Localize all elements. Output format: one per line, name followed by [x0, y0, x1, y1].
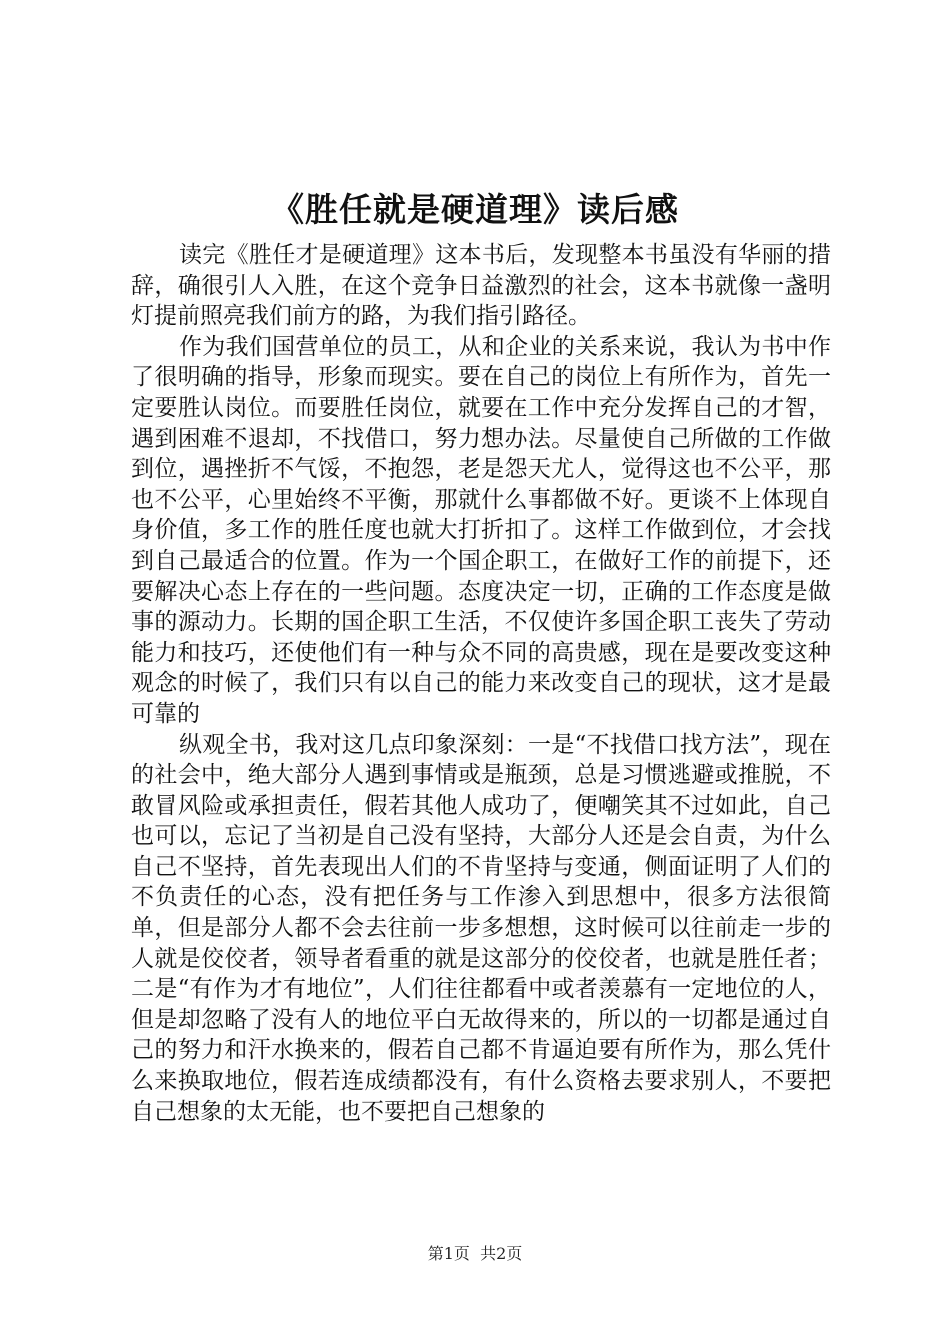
- document-body: [131, 240, 831, 1127]
- paragraph-work-attitude: 作为我们国营单位的员工，从和企业的关系来说，我认为书中作了很明确的指导，形象而现实。要在自己的岗位上有所作为，首先一定要胜认岗位。而要胜任岗位，就要在工作中充分发挥自己的才智，遇到困难不退却，不找借口，努力想办法。尽量使自己所做的工作做到位，遇挫折不气馁，不抱怨，老是怨天尤人，觉得这也不公平，那也不公平，心里始终不平衡，那就什么事都做不好。更谈不上体现自身价值，多工作的胜任度也就大打折扣了。这样工作做到位，才会找到自己最适合的位置。作为一个国企职工，在做好工作的前提下，还要解决心态上存在的一些问题。态度决定一切，正确的工作态度是做事的源动力。长期的国企职工生活，不仅使许多国企职工丧失了劳动能力和技巧，还使他们有一种与众不同的高贵感，现在是要改变这种观念的时候了，我们只有以自己的能力来改变自己的现状，这才是最可靠的: [131, 333, 831, 727]
- page-footer: [0, 1243, 950, 1265]
- page-number: 第1页: [427, 1244, 470, 1263]
- document-title: 《胜任就是硬道理》读后感: [271, 190, 679, 229]
- paragraph-key-points: 纵观全书，我对这几点印象深刻：一是“不找借口找方法”，现在的社会中，绝大部分人遇到事情或是瓶颈，总是习惯逃避或推脱，不敢冒风险或承担责任，假若其他人成功了，便嘲笑其不过如此，自己也可以，忘记了当初是自己没有坚持，大部分人还是会自责，为什么自己不坚持，首先表现出人们的不肯坚持与变通，侧面证明了人们的不负责任的心态，没有把任务与工作渗入到思想中，很多方法很简单，但是部分人都不会去往前一步多想想，这时候可以往前走一步的人就是佼佼者，领导者看重的就是这部分的佼佼者，也就是胜任者；二是“有作为才有地位”，人们往往都看中或者羡慕有一定地位的人，但是却忽略了没有人的地位平白无故得来的，所以的一切都是通过自己的努力和汗水换来的，假若自己都不肯逼迫要有所作为，那么凭什么来换取地位，假若连成绩都没有，有什么资格去要求别人，不要把自己想象的太无能，也不要把自己想象的: [131, 731, 831, 1125]
- page-total: 共2页: [480, 1244, 523, 1263]
- paragraph-intro: 读完《胜任才是硬道理》这本书后，发现整本书虽没有华丽的措辞，确很引人入胜，在这个竞争日益激烈的社会，这本书就像一盏明灯提前照亮我们前方的路，为我们指引路径。: [131, 242, 831, 330]
